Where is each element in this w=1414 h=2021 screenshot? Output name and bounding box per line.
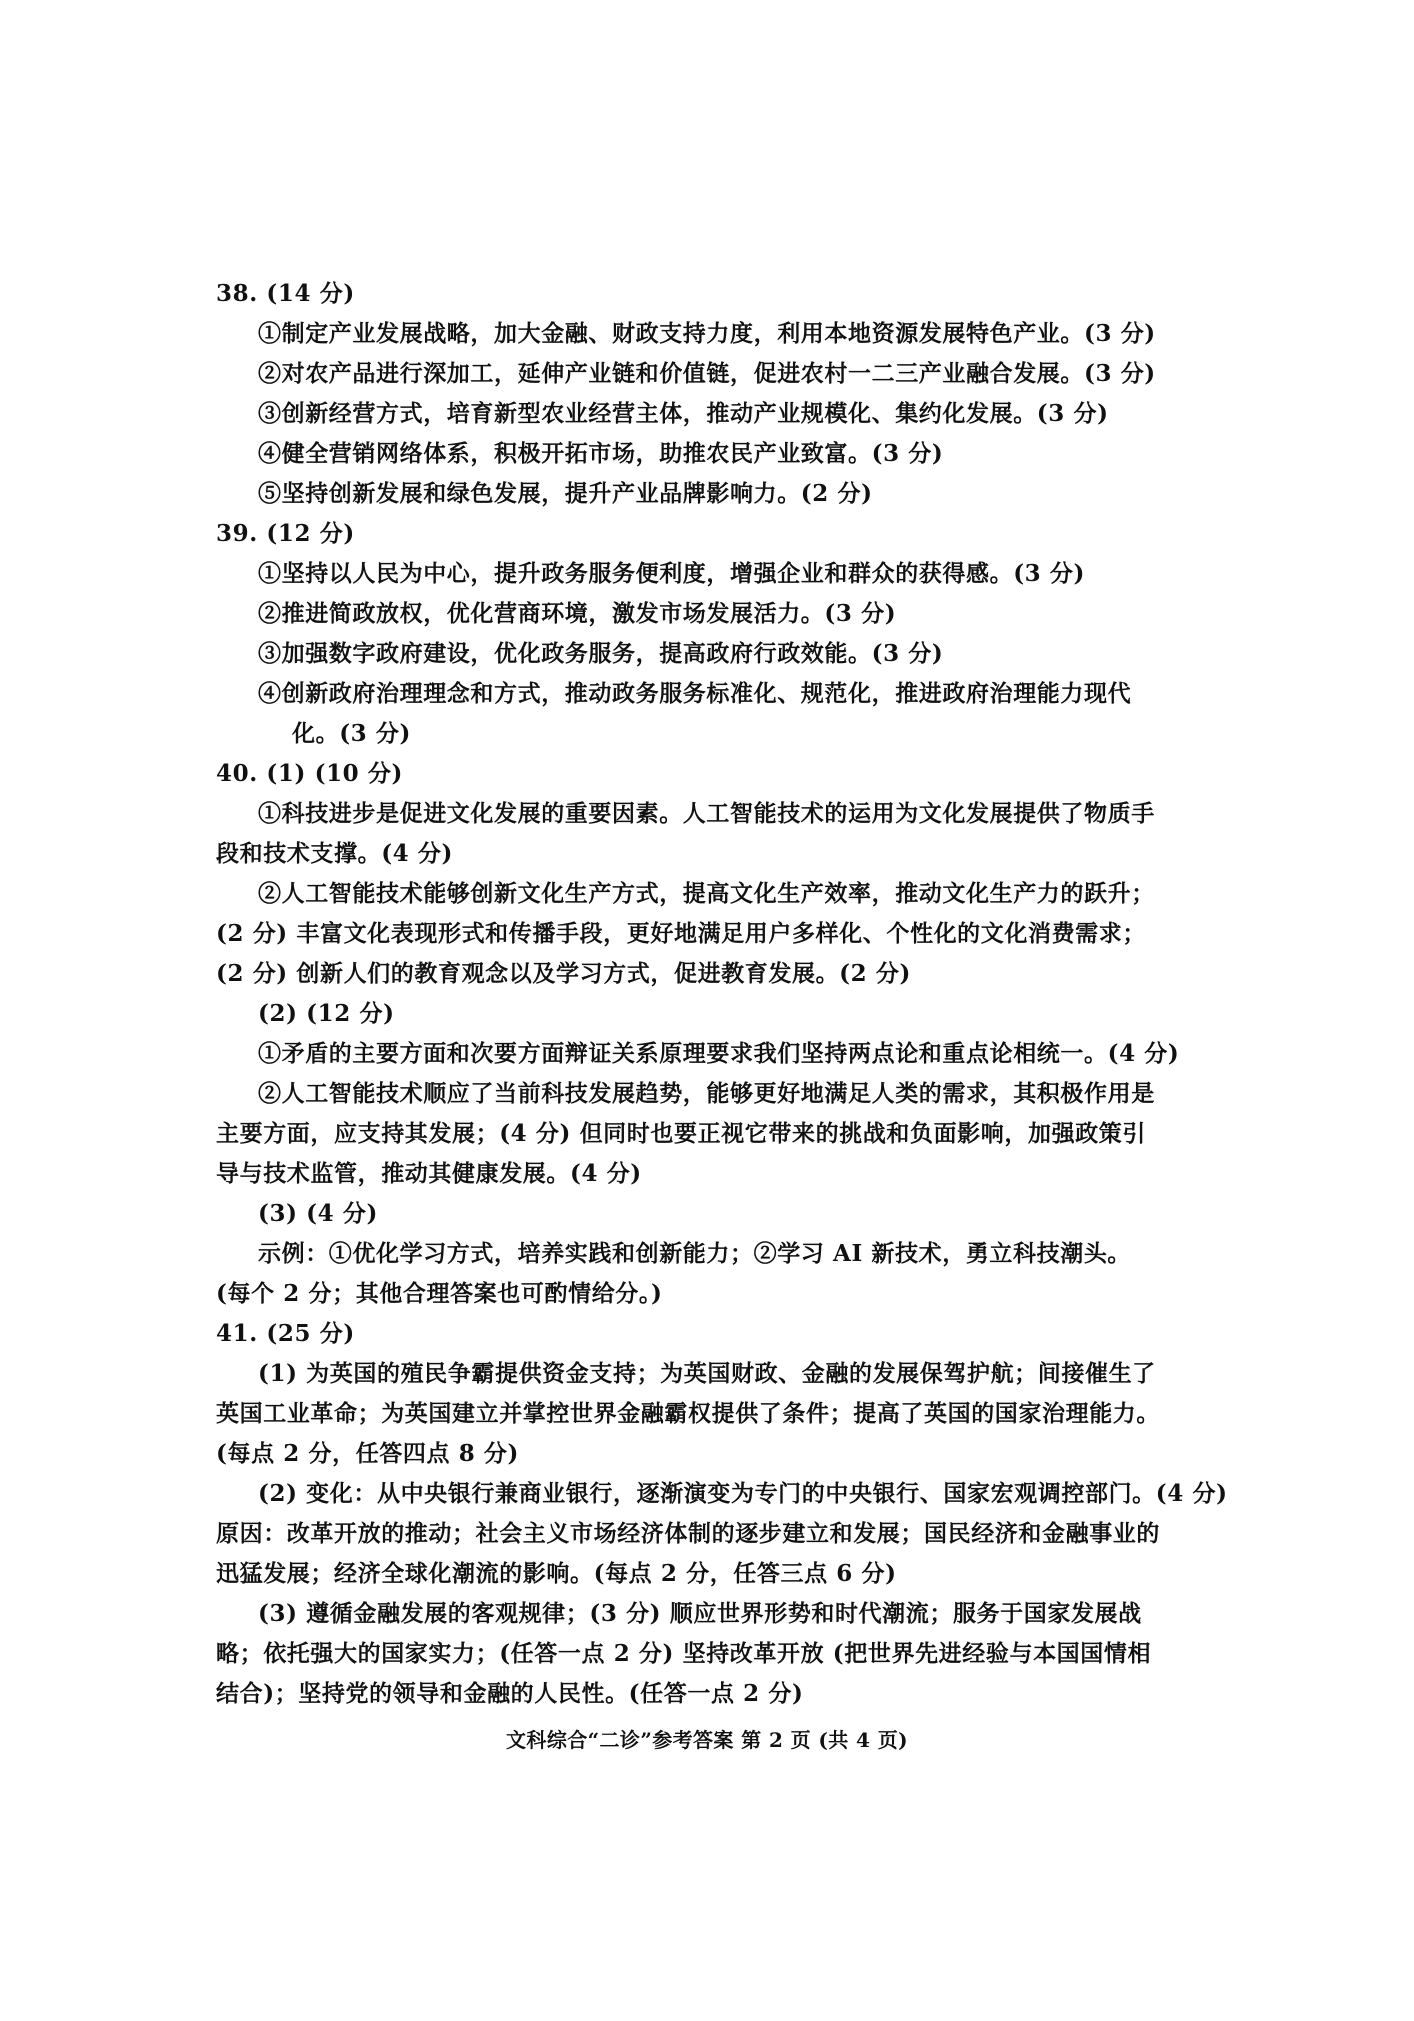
q39-point-2: ②推进简政放权，优化营商环境，激发市场发展活力。(3 分) (258, 600, 897, 627)
q38-point-4: ④健全营销网络体系，积极开拓市场，助推农民产业致富。(3 分) (258, 440, 944, 467)
q40-1-point-1-continued: 段和技术支撑。(4 分) (216, 840, 453, 867)
q39-heading: 39. (12 分) (216, 520, 355, 547)
q40-1-point-2-line-2: (2 分) 丰富文化表现形式和传播手段，更好地满足用户多样化、个性化的文化消费需求； (216, 920, 1146, 947)
q40-1-point-2-line-3: (2 分) 创新人们的教育观念以及学习方式，促进教育发展。(2 分) (216, 960, 911, 987)
q38-heading: 38. (14 分) (216, 280, 355, 307)
q41-part-2-line-3: 迅猛发展；经济全球化潮流的影响。(每点 2 分，任答三点 6 分) (216, 1560, 897, 1587)
page-footer: 文科综合“二诊”参考答案 第 2 页 (共 4 页) (506, 1728, 908, 1752)
q40-2-point-1: ①矛盾的主要方面和次要方面辩证关系原理要求我们坚持两点论和重点论相统一。(4 分) (258, 1040, 1180, 1067)
q41-part-2: (2) 变化：从中央银行兼商业银行，逐渐演变为专门的中央银行、国家宏观调控部门。(4 分) (258, 1480, 1228, 1507)
q38-point-1: ①制定产业发展战略，加大金融、财政支持力度，利用本地资源发展特色产业。(3 分) (258, 320, 1156, 347)
q41-part-3: (3) 遵循金融发展的客观规律；(3 分) 顺应世界形势和时代潮流；服务于国家发展战 (258, 1600, 1142, 1627)
q41-part-3-line-3: 结合)；坚持党的领导和金融的人民性。(任答一点 2 分) (216, 1680, 804, 1707)
q41-heading: 41. (25 分) (216, 1320, 355, 1347)
q41-part-3-line-2: 略；依托强大的国家实力；(任答一点 2 分) 坚持改革开放 (把世界先进经验与本国国情相 (216, 1640, 1152, 1667)
q41-part-1-scoring: (每点 2 分，任答四点 8 分) (216, 1440, 520, 1467)
q40-3-scoring-note: (每个 2 分；其他合理答案也可酌情给分。) (216, 1280, 663, 1307)
q40-part-3-heading: (3) (4 分) (258, 1200, 378, 1227)
q40-heading: 40. (1) (10 分) (216, 760, 403, 787)
q40-1-point-1: ①科技进步是促进文化发展的重要因素。人工智能技术的运用为文化发展提供了物质手 (258, 800, 1155, 827)
q40-1-point-2: ②人工智能技术能够创新文化生产方式，提高文化生产效率，推动文化生产力的跃升； (258, 880, 1155, 907)
q40-3-example: 示例：①优化学习方式，培养实践和创新能力；②学习 AI 新技术，勇立科技潮头。 (258, 1240, 1132, 1267)
q41-part-1: (1) 为英国的殖民争霸提供资金支持；为英国财政、金融的发展保驾护航；间接催生了 (258, 1360, 1156, 1387)
q40-part-2-heading: (2) (12 分) (258, 1000, 395, 1027)
q39-point-4-continued: 化。(3 分) (292, 720, 411, 747)
q39-point-3: ③加强数字政府建设，优化政务服务，提高政府行政效能。(3 分) (258, 640, 944, 667)
q40-2-point-2: ②人工智能技术顺应了当前科技发展趋势，能够更好地满足人类的需求，其积极作用是 (258, 1080, 1155, 1107)
q41-part-1-line-2: 英国工业革命；为英国建立并掌控世界金融霸权提供了条件；提高了英国的国家治理能力。 (216, 1400, 1160, 1427)
q39-point-1: ①坚持以人民为中心，提升政务服务便利度，增强企业和群众的获得感。(3 分) (258, 560, 1085, 587)
q40-2-point-2-line-2: 主要方面，应支持其发展；(4 分) 但同时也要正视它带来的挑战和负面影响，加强政策引 (216, 1120, 1146, 1147)
q41-part-2-line-2: 原因：改革开放的推动；社会主义市场经济体制的逐步建立和发展；国民经济和金融事业的 (216, 1520, 1160, 1547)
q38-point-3: ③创新经营方式，培育新型农业经营主体，推动产业规模化、集约化发展。(3 分) (258, 400, 1109, 427)
q38-point-5: ⑤坚持创新发展和绿色发展，提升产业品牌影响力。(2 分) (258, 480, 873, 507)
q39-point-4: ④创新政府治理理念和方式，推动政务服务标准化、规范化，推进政府治理能力现代 (258, 680, 1132, 707)
q38-point-2: ②对农产品进行深加工，延伸产业链和价值链，促进农村一二三产业融合发展。(3 分) (258, 360, 1156, 387)
q40-2-point-2-line-3: 导与技术监管，推动其健康发展。(4 分) (216, 1160, 642, 1187)
